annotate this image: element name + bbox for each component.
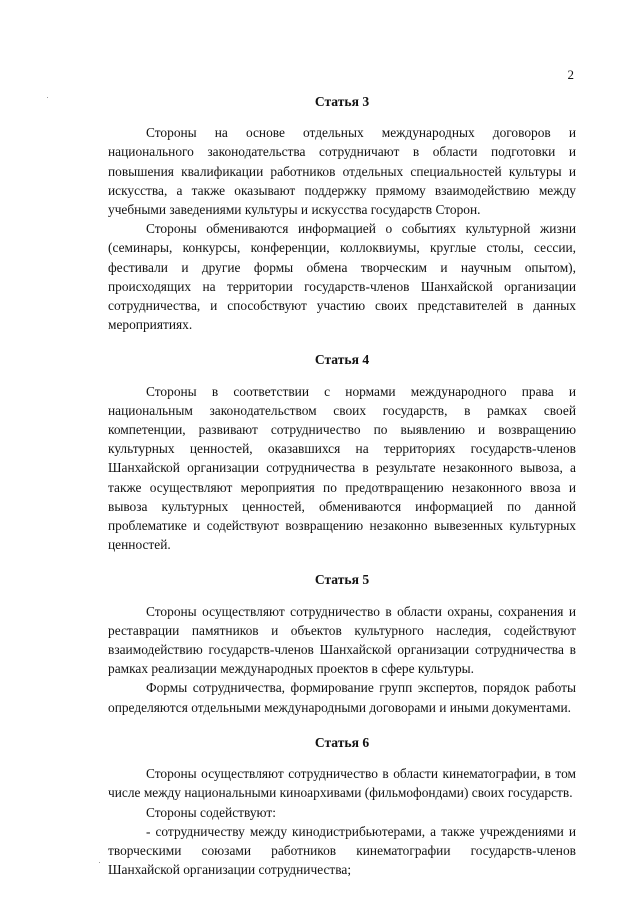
paragraph: Стороны осуществляют сотрудничество в области кинематографии, в том числе между национальными киноархивами (фильмофондами) своих государств. [108,766,576,801]
article-4 [108,350,576,554]
document-body [108,92,576,895]
page-number: 2 [567,67,574,82]
paragraph: Стороны обмениваются информацией о событиях культурной жизни (семинары, конкурсы, конференции, коллоквиумы, круглые столы, сессии, фестивали и другие формы обмена творческим и научным опытом), происходящих на территории государств-членов Шанхайской организации сотрудничества, и способствуют участию своих представителей в данных мероприятиях. [108,221,576,333]
paragraph: Стороны содействуют: [146,804,276,820]
scan-speck [99,862,100,863]
paragraph: Стороны в соответствии с нормами международного права и национальным законодательством своих государств, в рамках своей компетенции, развивают сотрудничество по выявлению и возвращению культурных ценностей, оказавшихся на территориях государств-членов Шанхайской организации сотрудничества в результате незаконного вывоза, а также осуществляют мероприятия по предотвращению незаконного ввоза и вывоза культурных ценностей, обмениваются информацией по данной проблематике и содействуют возвращению незаконно вывезенных культурных ценностей. [108,383,576,553]
article-title: Статья 6 [314,734,370,750]
scan-speck [47,97,48,98]
paragraph: - сотрудничеству между кинодистрибьютерами, а также учреждениями и творческими союзами работников кинематографии государств-членов Шанхайской организации сотрудничества; [108,823,576,878]
article-5 [108,570,576,716]
paragraph: Стороны на основе отдельных международных договоров и национального законодательства сотрудничают в области подготовки и повышения квалификации работников отдельных специальностей культуры и искусства, а также оказывают поддержку прямому взаимодействию между учебными заведениями культуры и искусства государств Сторон. [108,125,576,218]
article-6 [108,733,576,879]
article-title: Статья 5 [314,572,370,588]
article-title: Статья 4 [314,352,370,368]
paragraph: Стороны осуществляют сотрудничество в области охраны, сохранения и реставрации памятников и объектов культурного наследия, содействуют взаимодействию государств-членов Шанхайской организации сотрудничества в рамках реализации международных проектов в сфере культуры. [108,603,576,677]
paragraph: Формы сотрудничества, формирование групп экспертов, порядок работы определяются отдельными международными договорами и иными документами. [108,680,576,715]
article-title: Статья 3 [314,94,370,109]
article-3 [108,92,576,334]
